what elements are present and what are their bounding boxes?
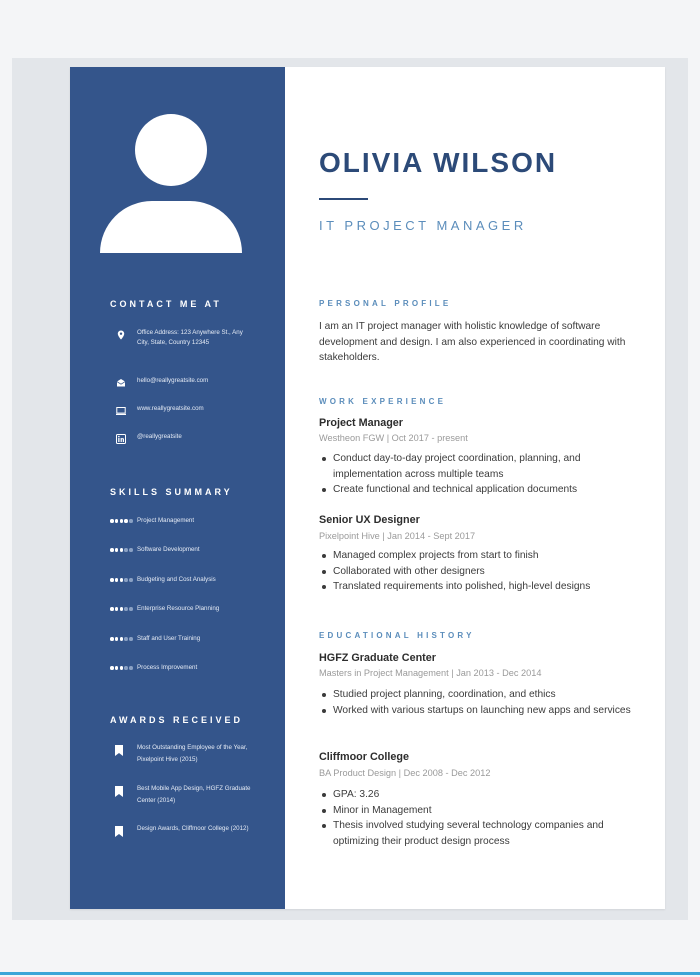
resume-page	[70, 67, 665, 909]
skill-item	[110, 575, 275, 587]
skill-item	[110, 663, 275, 675]
skill-dot	[115, 666, 119, 670]
contact-heading: CONTACT ME AT	[110, 299, 222, 309]
award-text: Best Mobile App Design, HGFZ Graduate Center (2014)	[137, 785, 251, 804]
school-meta: Masters in Project Management | Jan 2013 - Dec 2014	[319, 668, 542, 678]
linkedin-icon	[116, 434, 126, 444]
avatar-head	[135, 114, 207, 186]
skill-dot	[129, 548, 133, 552]
award-text: Design Awards, Cliffmoor College (2012)	[137, 825, 249, 832]
skill-dot	[129, 578, 133, 582]
skill-item	[110, 604, 275, 616]
skill-label: Budgeting and Cost Analysis	[137, 576, 216, 583]
skill-dot	[120, 607, 124, 611]
job-meta: Pixelpoint Hive | Jan 2014 - Sept 2017	[319, 531, 476, 541]
skill-dot	[110, 607, 114, 611]
contact-email-text: hello@reallygreatsite.com	[137, 377, 209, 384]
skill-dot	[110, 578, 114, 582]
bullet-item: Studied project planning, coordination, and ethics	[319, 687, 639, 703]
skill-dot	[120, 637, 124, 641]
skill-dot	[110, 637, 114, 641]
skill-dot	[129, 666, 133, 670]
avatar-body	[100, 201, 242, 253]
education-heading: EDUCATIONAL HISTORY	[319, 631, 475, 640]
skill-dot	[124, 637, 128, 641]
skill-dot	[129, 637, 133, 641]
skill-level-dots	[110, 548, 134, 552]
skill-dot	[120, 548, 124, 552]
skill-level-dots	[110, 519, 134, 523]
skill-dot	[110, 666, 114, 670]
school-name: Cliffmoor College	[319, 751, 409, 763]
skill-dot	[110, 519, 114, 523]
skill-level-dots	[110, 607, 134, 611]
job-bullets	[319, 548, 639, 595]
skill-dot	[120, 578, 124, 582]
bullet-item: Minor in Management	[319, 803, 639, 819]
bullet-item: GPA: 3.26	[319, 787, 639, 803]
profile-heading: PERSONAL PROFILE	[319, 299, 452, 308]
skill-item	[110, 545, 275, 557]
school-bullets	[319, 687, 639, 718]
skill-dot	[110, 548, 114, 552]
bottom-accent-line	[0, 972, 700, 975]
skill-dot	[115, 548, 119, 552]
skill-label: Staff and User Training	[137, 635, 201, 642]
job-role: IT PROJECT MANAGER	[319, 218, 527, 233]
skill-item	[110, 516, 275, 528]
job-meta: Westheon FGW | Oct 2017 - present	[319, 433, 468, 443]
bullet-item: Conduct day-to-day project coordination, planning, and implementation across multiple teams	[319, 451, 639, 482]
contact-website-text: www.reallygreatsite.com	[137, 405, 204, 412]
job-title: Project Manager	[319, 417, 404, 429]
skill-label: Project Management	[137, 517, 195, 524]
skill-dot	[120, 666, 124, 670]
main-content	[319, 67, 649, 909]
bookmark-icon	[115, 745, 123, 756]
skill-label: Enterprise Resource Planning	[137, 605, 220, 612]
skill-dot	[124, 578, 128, 582]
awards-heading: AWARDS RECEIVED	[110, 715, 244, 725]
monitor-icon	[116, 406, 126, 416]
skill-dot	[124, 666, 128, 670]
skill-dot	[124, 548, 128, 552]
envelope-icon	[116, 378, 126, 388]
skill-level-dots	[110, 578, 134, 582]
award-text: Most Outstanding Employee of the Year, Pixelpoint Hive (2015)	[137, 744, 248, 763]
bullet-item: Create functional and technical application documents	[319, 482, 639, 498]
job-bullets	[319, 451, 639, 498]
skills-heading: SKILLS SUMMARY	[110, 487, 233, 497]
job-title: Senior UX Designer	[319, 514, 420, 526]
profile-text: I am an IT project manager with holistic knowledge of software development and design. I am also experienced in coordinating with stakeholders.	[319, 321, 626, 364]
skill-level-dots	[110, 666, 134, 670]
skill-dot	[129, 607, 133, 611]
bullet-item: Managed complex projects from start to finish	[319, 548, 639, 564]
contact-address-text: Office Address: 123 Anywhere St., Any City, State, Country 12345	[137, 329, 243, 346]
work-heading: WORK EXPERIENCE	[319, 397, 447, 406]
sidebar	[70, 67, 285, 909]
bookmark-icon	[115, 786, 123, 797]
school-meta: BA Product Design | Dec 2008 - Dec 2012	[319, 768, 491, 778]
skill-level-dots	[110, 637, 134, 641]
skill-dot	[120, 519, 124, 523]
location-pin-icon	[116, 330, 126, 340]
bullet-item: Worked with various startups on launching new apps and services	[319, 703, 639, 719]
name-divider	[319, 198, 368, 200]
bullet-item: Translated requirements into polished, high-level designs	[319, 579, 639, 595]
candidate-name: OLIVIA WILSON	[319, 147, 558, 178]
skill-label: Software Development	[137, 546, 200, 553]
bookmark-icon	[115, 826, 123, 837]
skill-item	[110, 634, 275, 646]
bullet-item: Collaborated with other designers	[319, 564, 639, 580]
school-bullets	[319, 787, 639, 849]
school-name: HGFZ Graduate Center	[319, 652, 436, 664]
bullet-item: Thesis involved studying several technology companies and optimizing their product design process	[319, 818, 639, 849]
skill-label: Process Improvement	[137, 664, 198, 671]
skill-dot	[115, 519, 119, 523]
skill-dot	[115, 637, 119, 641]
skill-dot	[124, 607, 128, 611]
contact-linkedin-text: @reallygreatsite	[137, 433, 182, 440]
skill-dot	[129, 519, 133, 523]
skill-dot	[115, 578, 119, 582]
skill-dot	[124, 519, 128, 523]
skill-dot	[115, 607, 119, 611]
